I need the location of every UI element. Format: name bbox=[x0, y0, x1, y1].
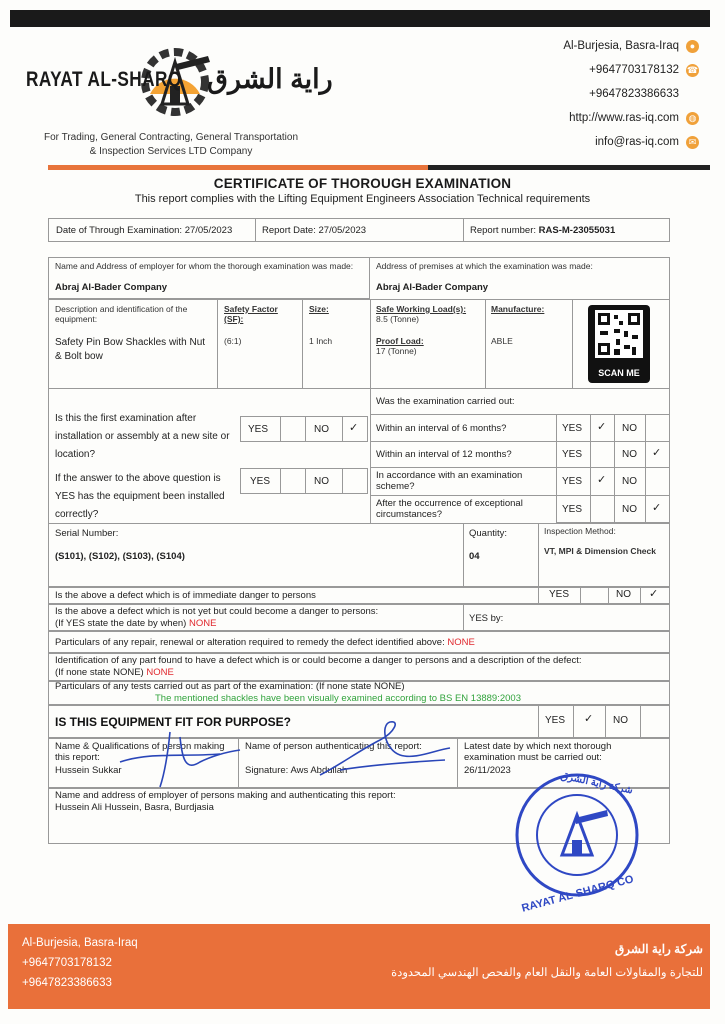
identification-label: Identification of any part found to have a defect which is or could become a danger to persons and a description of the defect: bbox=[55, 655, 582, 666]
divider bbox=[538, 587, 539, 604]
divider bbox=[280, 416, 281, 442]
company-tagline bbox=[26, 131, 316, 159]
header-divider-dark bbox=[428, 165, 710, 170]
serial-value: (S101), (S102), (S103), (S104) bbox=[55, 551, 185, 562]
fit-yes-check-icon: ✓ bbox=[584, 713, 594, 725]
phone-icon: ☎ bbox=[686, 65, 699, 75]
divider bbox=[538, 523, 539, 587]
stamp-text-ar: شركة راية الشرق bbox=[559, 770, 634, 797]
exam-date bbox=[56, 225, 232, 236]
proof-label: Proof Load: bbox=[376, 336, 424, 346]
header-divider-orange bbox=[48, 165, 428, 170]
premises-label: Address of premises at which the examination was made: bbox=[376, 261, 593, 271]
contact-email[interactable] bbox=[595, 136, 697, 148]
first-exam-no-check-icon: ✓ bbox=[349, 422, 359, 434]
yes-by-label: YES by: bbox=[469, 613, 504, 624]
contact-website[interactable] bbox=[569, 112, 697, 124]
first-exam-no[interactable]: NO bbox=[314, 424, 329, 435]
immediate-yes[interactable]: YES bbox=[549, 589, 570, 600]
exam-date-label: Date of Through Examination: bbox=[56, 225, 183, 236]
divider bbox=[572, 299, 573, 389]
exceptional-yes[interactable]: YES bbox=[562, 504, 583, 515]
swl-value: 8.5 (Tonne) bbox=[376, 314, 419, 324]
footer-tagline-ar: للتجارة والمقاولات العامة والنقل العام والفحص الهندسي المحدودة bbox=[391, 967, 703, 979]
divider bbox=[305, 468, 306, 494]
employer-persons-value: Hussein Ali Hussein, Basra, Burdjasia bbox=[55, 802, 214, 813]
swl-label: Safe Working Load(s): bbox=[376, 304, 467, 314]
phone1-text: +9647703178132 bbox=[589, 64, 679, 76]
divider bbox=[217, 299, 218, 389]
identification-note bbox=[55, 667, 174, 678]
carried-out-label: Was the examination carried out: bbox=[376, 396, 515, 407]
report-date bbox=[262, 225, 366, 236]
divider bbox=[370, 389, 371, 523]
equipment-desc-label: Description and identification of the equipment: bbox=[55, 304, 188, 324]
phone2-text: +9647823386633 bbox=[589, 88, 679, 100]
globe-icon: ◍ bbox=[686, 112, 699, 125]
brand-name-en: RAYAT AL-SHARQ bbox=[26, 68, 182, 91]
repair-text: Particulars of any repair, renewal or alteration required to remedy the defect identified above: bbox=[55, 637, 445, 648]
certificate-subtitle: This report complies with the Lifting Equipment Engineers Association Technical requirements bbox=[134, 193, 591, 205]
employer-value: Abraj Al-Bader Company bbox=[55, 282, 168, 293]
divider bbox=[370, 441, 670, 442]
top-bar bbox=[10, 10, 710, 27]
interval-12-yes[interactable]: YES bbox=[562, 449, 583, 460]
manufacture-value: ABLE bbox=[491, 336, 513, 346]
future-none-value: NONE bbox=[188, 618, 217, 629]
future-defect-note bbox=[55, 618, 216, 629]
exceptional-no[interactable]: NO bbox=[622, 504, 637, 515]
divider bbox=[580, 587, 581, 604]
size-value: 1 Inch bbox=[309, 336, 333, 346]
identification-note-text: (If none state NONE) bbox=[55, 667, 144, 678]
fit-yes[interactable]: YES bbox=[545, 715, 566, 726]
fit-no[interactable]: NO bbox=[613, 715, 628, 726]
quantity-label: Quantity: bbox=[469, 528, 508, 539]
first-exam-yes[interactable]: YES bbox=[248, 424, 269, 435]
equipment-desc-value: Safety Pin Bow Shackles with Nut & Bolt bow bbox=[55, 337, 206, 362]
divider bbox=[255, 218, 256, 242]
scheme-yes[interactable]: YES bbox=[562, 476, 583, 487]
address-text: Al-Burjesia, Basra-Iraq bbox=[563, 40, 679, 52]
email-link[interactable]: info@ras-iq.com bbox=[595, 136, 679, 148]
immediate-no[interactable]: NO bbox=[616, 589, 631, 600]
footer-company-ar: شركة راية الشرق bbox=[614, 942, 703, 956]
premises-value: Abraj Al-Bader Company bbox=[376, 282, 489, 293]
followup-no[interactable]: NO bbox=[314, 476, 329, 487]
interval-6-yes[interactable]: YES bbox=[562, 423, 583, 434]
divider bbox=[280, 468, 281, 494]
divider bbox=[305, 416, 306, 442]
employer-persons-label: Name and address of employer of persons making and authenticating this report: bbox=[55, 790, 396, 801]
divider bbox=[645, 414, 646, 523]
auth-signature-icon bbox=[300, 710, 460, 785]
divider bbox=[614, 414, 615, 523]
qr-code-badge[interactable] bbox=[588, 305, 650, 383]
next-exam-value: 26/11/2023 bbox=[464, 765, 511, 776]
method-value: VT, MPI & Dimension Check bbox=[544, 546, 656, 556]
scheme-yes-check-icon: ✓ bbox=[597, 474, 607, 486]
divider bbox=[640, 587, 641, 604]
scheme-label: In accordance with an examination scheme? bbox=[376, 470, 523, 492]
divider bbox=[370, 495, 670, 496]
divider bbox=[463, 523, 464, 587]
maker-signature-icon bbox=[110, 722, 250, 792]
contact-phone-2 bbox=[589, 88, 679, 100]
maker-label: Name & Qualifications of person making this report: bbox=[55, 741, 225, 763]
report-date-label: Report Date: bbox=[262, 225, 316, 236]
qr-code-icon bbox=[588, 305, 650, 367]
sf-label: Safety Factor (SF): bbox=[224, 304, 278, 324]
divider bbox=[463, 604, 464, 631]
first-exam-followup: If the answer to the above question is YES has the equipment been installed correctly? bbox=[55, 473, 225, 520]
report-number bbox=[470, 225, 615, 236]
quantity-value: 04 bbox=[469, 551, 480, 562]
brand-name-ar: راية الشرق bbox=[207, 64, 333, 94]
followup-yes[interactable]: YES bbox=[250, 476, 271, 487]
interval-6-no[interactable]: NO bbox=[622, 423, 637, 434]
divider bbox=[605, 705, 606, 738]
immediate-defect-label: Is the above a defect which is of immediate danger to persons bbox=[55, 590, 316, 601]
first-exam-question: Is this the first examination after installation or assembly at a new site or location? bbox=[55, 413, 230, 460]
footer-phone-1: +9647703178132 bbox=[22, 957, 112, 969]
certificate-title: CERTIFICATE OF THOROUGH EXAMINATION bbox=[213, 176, 512, 191]
scan-me-label: SCAN ME bbox=[598, 368, 640, 378]
divider bbox=[590, 414, 591, 523]
footer-address: Al-Burjesia, Basra-Iraq bbox=[22, 937, 138, 949]
tests-label: Particulars of any tests carried out as part of the examination: (If none state NONE) bbox=[55, 681, 405, 692]
website-link[interactable]: http://www.ras-iq.com bbox=[569, 112, 679, 124]
exam-date-value: 27/05/2023 bbox=[184, 225, 233, 236]
proof-value: 17 (Tonne) bbox=[376, 346, 417, 356]
sf-value: (6:1) bbox=[224, 336, 242, 346]
tagline-line-1: For Trading, General Contracting, General Transportation bbox=[43, 132, 299, 143]
auth-label: Name of person authenticating this report: bbox=[245, 741, 422, 752]
fit-question: IS THIS EQUIPMENT FIT FOR PURPOSE? bbox=[55, 715, 292, 729]
contact-address bbox=[563, 40, 696, 52]
divider bbox=[370, 299, 371, 389]
divider bbox=[463, 218, 464, 242]
divider bbox=[342, 416, 343, 442]
scheme-no[interactable]: NO bbox=[622, 476, 637, 487]
interval-12-label: Within an interval of 12 months? bbox=[376, 449, 512, 460]
divider bbox=[485, 299, 486, 389]
size-label: Size: bbox=[309, 304, 329, 314]
auth-value: Aws Abdullah bbox=[290, 765, 348, 776]
interval-12-no-check-icon: ✓ bbox=[652, 447, 662, 459]
method-label: Inspection Method: bbox=[544, 526, 616, 536]
tagline-line-2: & Inspection Services LTD Company bbox=[89, 146, 253, 157]
stamp-text-en: RAYAT AL-SHARQ CO bbox=[520, 873, 635, 915]
serial-label: Serial Number: bbox=[55, 528, 119, 539]
interval-6-yes-check-icon: ✓ bbox=[597, 421, 607, 433]
interval-6-label: Within an interval of 6 months? bbox=[376, 423, 507, 434]
future-defect-label: Is the above a defect which is not yet but could become a danger to persons: bbox=[55, 606, 379, 617]
repair-none-value: NONE bbox=[447, 637, 475, 648]
divider bbox=[573, 705, 574, 738]
contact-phone-1 bbox=[589, 64, 699, 76]
divider bbox=[538, 705, 539, 738]
interval-12-no[interactable]: NO bbox=[622, 449, 637, 460]
immediate-no-check-icon: ✓ bbox=[649, 588, 659, 600]
exceptional-label: After the occurrence of exceptional circumstances? bbox=[376, 498, 523, 520]
divider bbox=[370, 467, 670, 468]
envelope-icon: ✉ bbox=[686, 136, 699, 149]
next-exam-label: Latest date by which next thorough examination must be carried out: bbox=[464, 741, 612, 763]
employer-label: Name and Address of employer for whom the thorough examination was made: bbox=[55, 261, 354, 271]
divider bbox=[640, 705, 641, 738]
location-pin-icon: ● bbox=[686, 40, 699, 53]
footer-phone-2: +9647823386633 bbox=[22, 977, 112, 989]
manufacture-label: Manufacture: bbox=[491, 304, 545, 314]
divider bbox=[302, 299, 303, 389]
auth-sig-label: Signature: bbox=[245, 765, 289, 776]
identification-none-value: NONE bbox=[146, 667, 174, 678]
tests-value: The mentioned shackles have been visually examined according to BS EN 13889:2003 bbox=[155, 693, 521, 704]
repair-label bbox=[55, 637, 475, 648]
divider bbox=[608, 587, 609, 604]
exceptional-no-check-icon: ✓ bbox=[652, 502, 662, 514]
report-number-value: RAS-M-23055031 bbox=[538, 225, 616, 236]
divider bbox=[342, 468, 343, 494]
maker-value: Hussein Sukkar bbox=[55, 765, 122, 776]
report-number-label: Report number: bbox=[470, 225, 537, 236]
report-date-value: 27/05/2023 bbox=[318, 225, 367, 236]
future-note-text: (If YES state the date by when) bbox=[55, 618, 187, 629]
